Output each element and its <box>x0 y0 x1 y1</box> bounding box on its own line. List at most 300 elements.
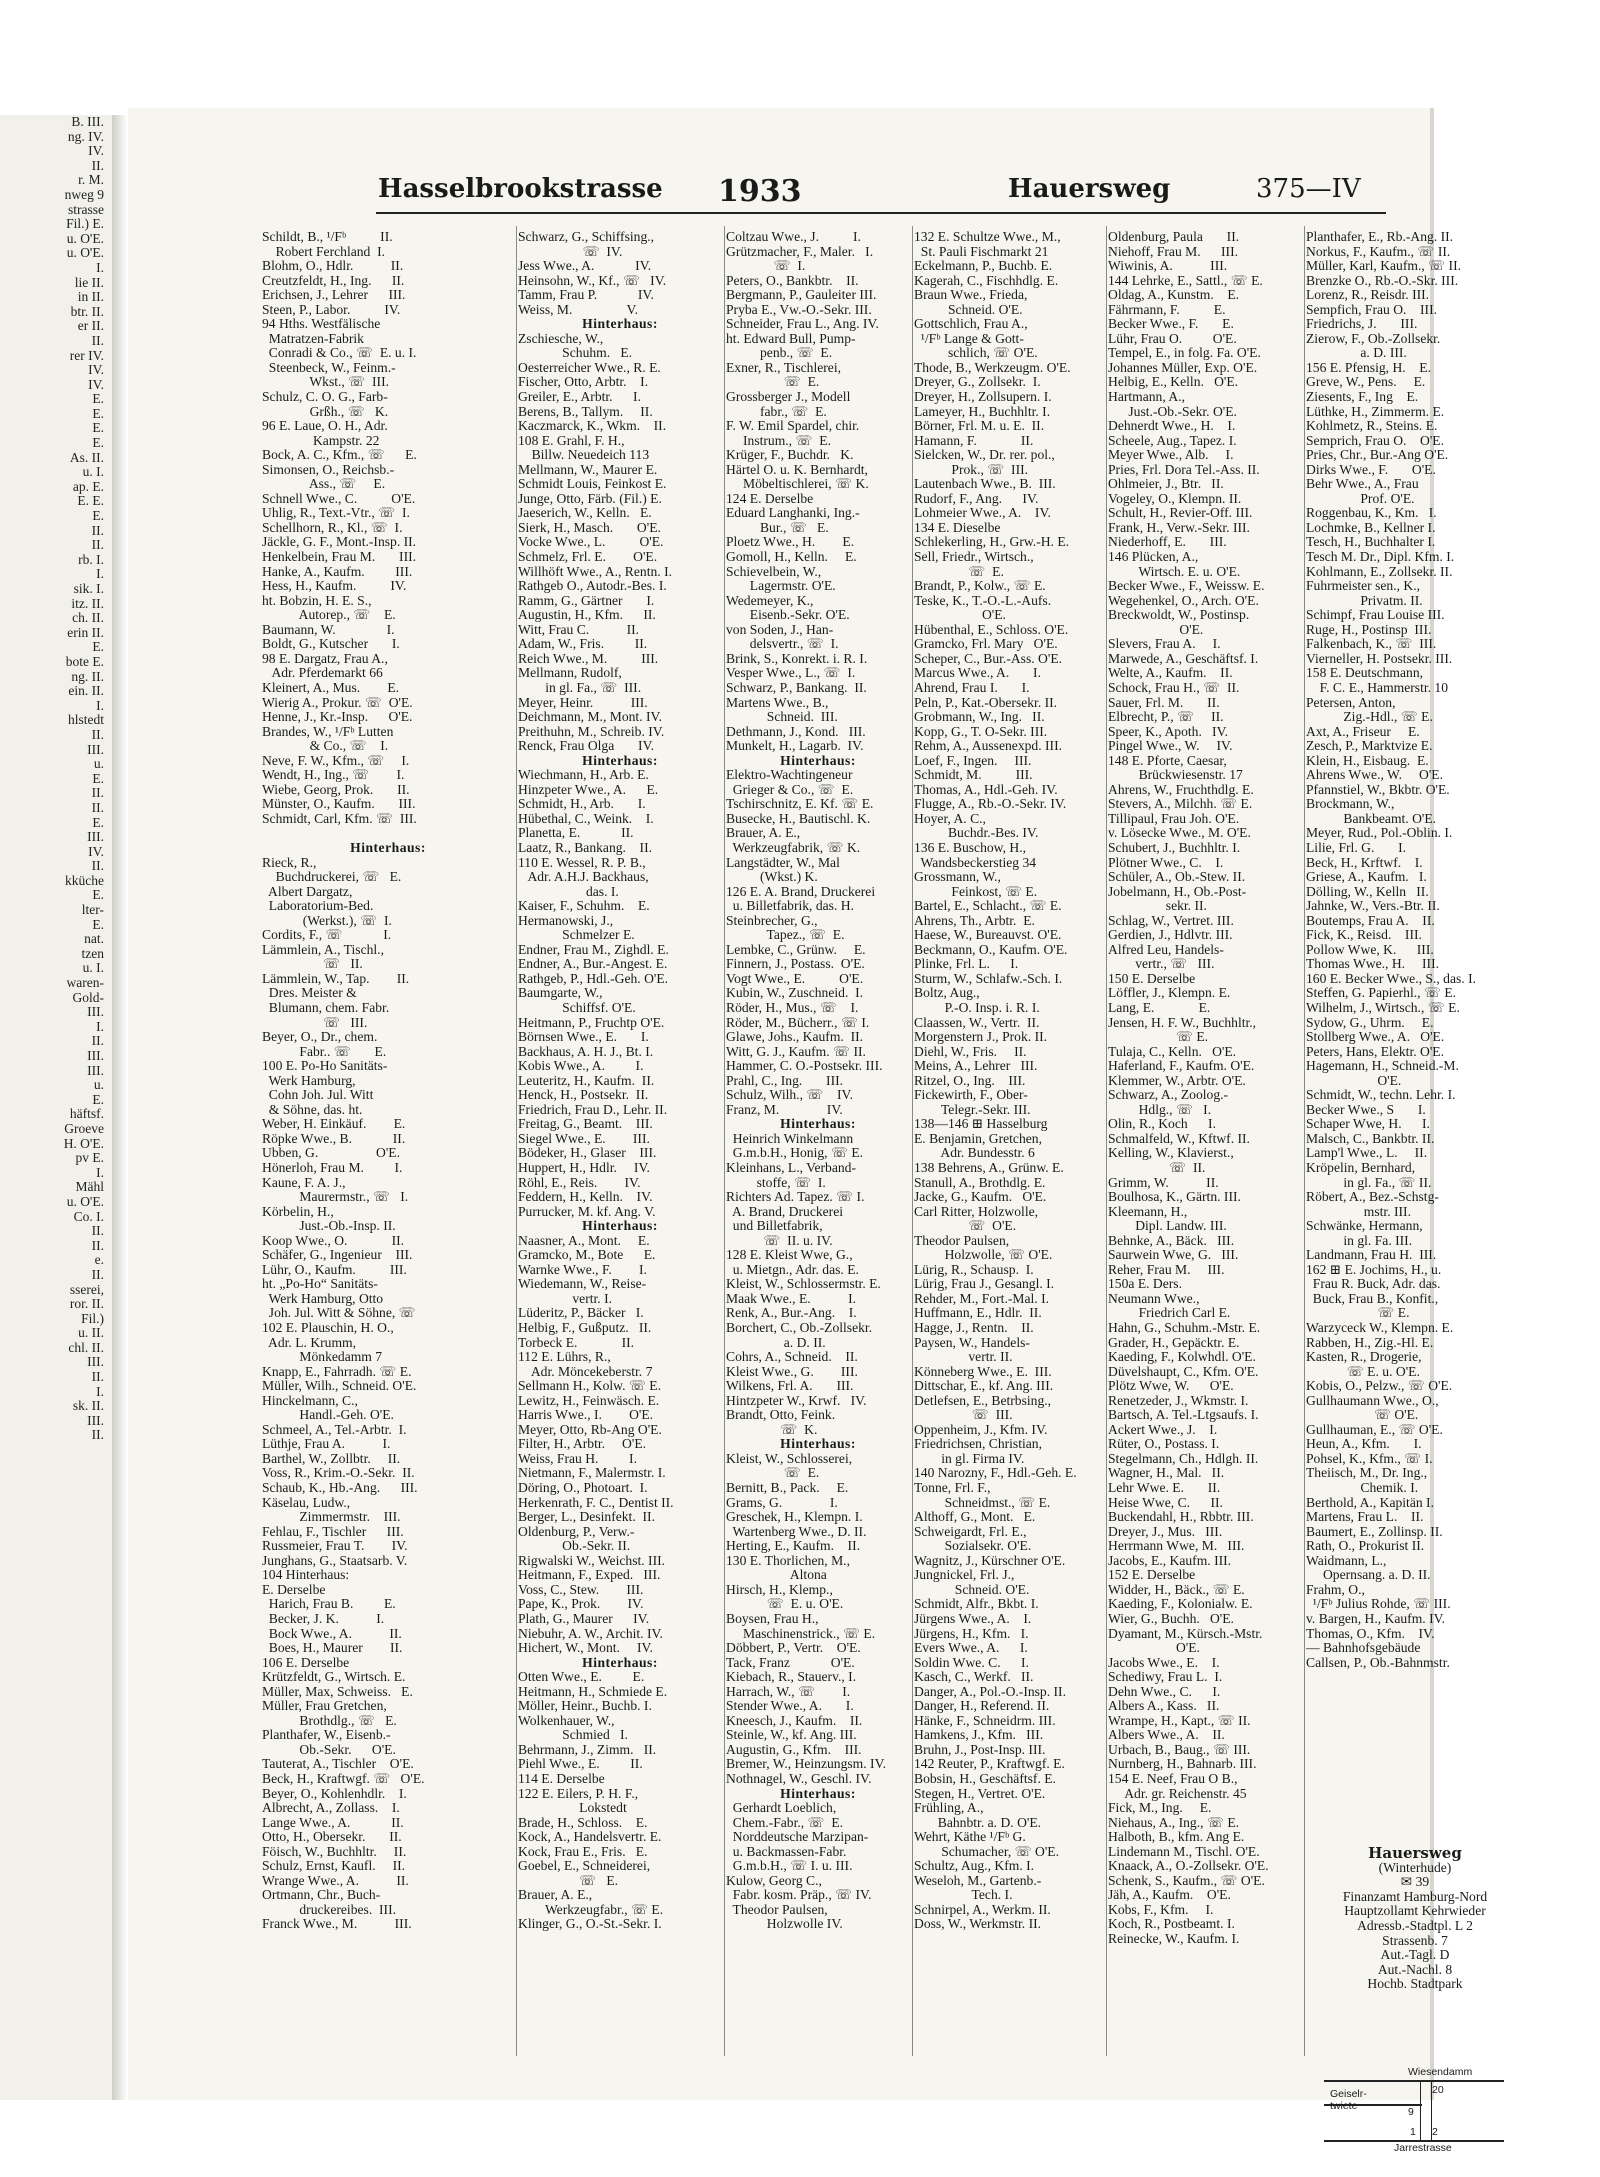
resident-entry: Tech. I. <box>914 1888 1013 1903</box>
prev-page-fragment: III. <box>87 1354 104 1370</box>
prev-page-fragment: u. O'E. <box>66 245 104 261</box>
resident-entry: Gullhauman, E., ☏ O'E. <box>1306 1422 1443 1437</box>
resident-entry: Opernsang. a. D. II. <box>1306 1568 1431 1583</box>
resident-entry: Schneid. O'E. <box>914 302 1023 317</box>
resident-entry: Schenk, S., Kaufm., ☏ O'E. <box>1108 1873 1265 1888</box>
resident-entry: Cohrs, A., Schneid. II. <box>726 1350 858 1365</box>
resident-entry: Neumann Wwe., <box>1108 1291 1200 1306</box>
resident-entry: Bock Wwe., A. II. <box>262 1626 402 1641</box>
resident-entry: Dreyer, J., Mus. III. <box>1108 1524 1223 1539</box>
house-number-entry: 156 E. Pfensig, H. E. <box>1306 360 1431 375</box>
resident-entry: Werk Hamburg, <box>262 1073 356 1088</box>
resident-entry: Helbig, F., Gußputz. II. <box>518 1321 652 1336</box>
resident-entry: Schmidt, M. III. <box>914 768 1033 783</box>
resident-entry: Dyamant, M., Kürsch.-Mstr. <box>1108 1626 1263 1641</box>
resident-entry: Lagermstr. O'E. <box>726 579 836 594</box>
resident-entry: Autorep., ☏ E. <box>262 608 396 623</box>
resident-entry: Waidmann, L., <box>1306 1553 1387 1568</box>
resident-entry: Schaper Wwe, H. I. <box>1306 1117 1430 1132</box>
resident-entry: vertr., ☏ III. <box>1108 957 1215 972</box>
resident-entry: Pfannstiel, W., Bkbtr. O'E. <box>1306 782 1450 797</box>
prev-page-fragment: II. <box>91 785 104 801</box>
resident-entry: Meins, A., Lehrer III. <box>914 1059 1038 1074</box>
resident-entry: Kasch, C., Werkf. II. <box>914 1670 1034 1685</box>
prev-page-fragment: IV. <box>88 376 104 392</box>
prev-page-fragment: u. II. <box>78 1325 104 1341</box>
resident-entry: Busecke, H., Bautischl. K. <box>726 811 871 826</box>
resident-entry: Franz, M. IV. <box>726 1102 843 1117</box>
resident-entry: Stevers, A., Milchh. ☏ E. <box>1108 797 1253 812</box>
resident-entry: Jensen, H. F. W., Buchhltr., <box>1108 1015 1257 1030</box>
resident-entry: Schweigardt, Frl. E., <box>914 1524 1027 1539</box>
section-subheading: Hinterhaus: <box>780 1786 856 1801</box>
resident-entry: Schult, H., Revier-Off. III. <box>1108 506 1253 521</box>
prev-page-fragment: ch. II. <box>72 610 104 626</box>
resident-entry: Just.-Ob.-Insp. II. <box>262 1219 396 1234</box>
resident-entry: Harrach, W., ☏ I. <box>726 1684 851 1699</box>
house-number-entry: 112 E. Lührs, R., <box>518 1350 611 1365</box>
resident-entry: Junge, Otto, Färb. (Fil.) E. <box>518 491 662 506</box>
resident-entry: Adr. L. Krumm, <box>262 1335 357 1350</box>
resident-entry: Brade, H., Schloss. E. <box>518 1815 648 1830</box>
resident-entry: Uhlig, R., Text.-Vtr., ☏ I. <box>262 506 410 521</box>
prev-page-fragment: ng. II. <box>71 668 104 684</box>
resident-entry: Bartel, E., Schlacht., ☏ E. <box>914 899 1062 914</box>
resident-entry: Jäh, A., Kaufm. O'E. <box>1108 1888 1231 1903</box>
resident-entry: Fährmann, F. E. <box>1108 302 1226 317</box>
directory-column-6 <box>1306 230 1506 2070</box>
prev-page-fragment: E. <box>92 435 104 451</box>
resident-entry: Kohlmann, E., Zollsekr. II. <box>1306 564 1453 579</box>
resident-entry: von Soden, J., Han- <box>726 622 834 637</box>
resident-entry: Planthafer, E., Rb.-Ang. II. <box>1306 230 1454 244</box>
resident-entry: Baumgarte, W., <box>518 986 603 1001</box>
resident-entry: Kneesch, J., Kaufm. II. <box>726 1713 863 1728</box>
resident-entry: Schwänke, Hermann, <box>1306 1219 1423 1234</box>
resident-entry: Oldag, A., Kunstm. E. <box>1108 288 1240 303</box>
house-number-entry: 144 Lehrke, E., Sattl., ☏ E. <box>1108 273 1263 288</box>
prev-page-fragment: II. <box>91 726 104 742</box>
resident-entry: Wierig A., Prokur. ☏ O'E. <box>262 695 413 710</box>
resident-entry: Brückwiesenstr. 17 <box>1108 768 1243 783</box>
resident-entry: Lühr, O., Kaufm. III. <box>262 1262 407 1277</box>
house-number-entry: 108 E. Grahl, F. H., <box>518 433 625 448</box>
prev-page-fragment: Groeve <box>64 1120 104 1136</box>
prev-page-fragment: III. <box>87 829 104 845</box>
resident-entry: ☏ IV. <box>518 244 623 259</box>
resident-entry: Nurnberg, H., Bahnarb. III. <box>1108 1757 1257 1772</box>
resident-entry: Kleist, W., Schlosserei, <box>726 1451 853 1466</box>
resident-entry: Schmidt, W., techn. Lehr. I. <box>1306 1088 1456 1103</box>
resident-entry: Fehlau, F., Tischler III. <box>262 1524 404 1539</box>
header-street-left: Hasselbrookstrasse <box>378 174 663 204</box>
resident-entry: Bartsch, A. Tel.-Ltgsaufs. I. <box>1108 1408 1259 1423</box>
resident-entry: Möbeltischlerei, ☏ K. <box>726 477 869 492</box>
resident-entry: Rathgeb O., Autodr.-Bes. I. <box>518 579 667 594</box>
resident-entry: Plinke, Frl. L. I. <box>914 957 1019 972</box>
resident-entry: Kulow, Georg C., <box>726 1873 822 1888</box>
resident-entry: Richters Ad. Tapez. ☏ I. <box>726 1190 865 1205</box>
prev-page-fragment: Fil.) <box>81 1310 104 1326</box>
house-number-entry: 114 E. Derselbe <box>518 1771 605 1786</box>
resident-entry: Peters, Hans, Elektr. O'E. <box>1306 1044 1444 1059</box>
resident-entry: Plötz Wwe, W. O'E. <box>1108 1379 1234 1394</box>
resident-entry: Schwarz, A., Zoolog.- <box>1108 1088 1229 1103</box>
resident-entry: Ahrens, Th., Arbtr. E. <box>914 913 1035 928</box>
resident-entry: Rehm, A., Aussenexpd. III. <box>914 739 1063 754</box>
resident-entry: Breckwoldt, W., Postinsp. <box>1108 608 1250 623</box>
resident-entry: Morgenstern J., Prok. II. <box>914 1030 1048 1045</box>
resident-entry: Kobis, O., Pelzw., ☏ O'E. <box>1306 1379 1453 1394</box>
resident-entry: (Werkst.), ☏ I. <box>262 913 392 928</box>
resident-entry: Oesterreicher Wwe., R. E. <box>518 360 661 375</box>
house-number-entry: 110 E. Wessel, R. P. B., <box>518 855 646 870</box>
section-subheading: Hinterhaus: <box>780 1437 856 1452</box>
resident-entry: Warnke Wwe., F. I. <box>518 1262 647 1277</box>
resident-entry: Steinle, W., kf. Ang. III. <box>726 1728 857 1743</box>
resident-entry: Röhl, E., Reis. IV. <box>518 1175 641 1190</box>
resident-entry: Purrucker, M. kf. Ang. V. <box>518 1204 656 1219</box>
resident-entry: Pohsel, K., Kfm., ☏ I. <box>1306 1451 1433 1466</box>
resident-entry: Adr. Möncekeberstr. 7 <box>518 1364 653 1379</box>
resident-entry: Creutzfeldt, H., Ing. II. <box>262 273 405 288</box>
resident-entry: Albers A., Kass. II. <box>1108 1699 1220 1714</box>
resident-entry: Wirtsch. E. u. O'E. <box>1108 564 1241 579</box>
resident-entry: Kasten, R., Drogerie, <box>1306 1350 1422 1365</box>
resident-entry: Schildt, B., ¹/Fᵇ II. <box>262 230 393 244</box>
resident-entry: Axt, A., Friseur E. <box>1306 724 1420 739</box>
resident-entry: Theodor Paulsen, <box>914 1233 1010 1248</box>
resident-entry: Albers Wwe., A. II. <box>1108 1728 1225 1743</box>
prev-page-fragment: III. <box>87 741 104 757</box>
resident-entry: Kock, Frau E., Fris. E. <box>518 1844 648 1859</box>
resident-entry: Gomoll, H., Kelln. E. <box>726 550 857 565</box>
resident-entry: Billw. Neuedeich 113 <box>518 448 650 463</box>
resident-entry: Meyer, Heinr. III. <box>518 695 648 710</box>
resident-entry: Hartmann, A., <box>1108 390 1186 405</box>
resident-entry: Grimm, W. II. <box>1108 1175 1219 1190</box>
resident-entry: Schmelz, Frl. E. O'E. <box>518 550 658 565</box>
house-number-entry: 94 Hths. Westfälische <box>262 317 381 332</box>
resident-entry: Matratzen-Fabrik <box>262 331 364 346</box>
resident-entry: Beyer, O., Dr., chem. <box>262 1030 378 1045</box>
resident-entry: Olin, R., Koch I. <box>1108 1117 1216 1132</box>
resident-entry: Klein, H., Eisbaug. E. <box>1306 753 1429 768</box>
prev-page-fragment: E. <box>92 887 104 903</box>
resident-entry: Fickewirth, F., Ober- <box>914 1088 1028 1103</box>
resident-entry: Rigwalski W., Weichst. III. <box>518 1553 666 1568</box>
resident-entry: ☏ O'E. <box>1306 1408 1419 1423</box>
house-number-entry: 152 E. Derselbe <box>1108 1568 1196 1583</box>
resident-entry: Schmied I. <box>518 1728 628 1743</box>
resident-entry: penb., ☏ E. <box>726 346 833 361</box>
prev-page-fragment: IV. <box>88 843 104 859</box>
resident-entry: Krützfeldt, G., Wirtsch. E. <box>262 1670 406 1685</box>
resident-entry: Vesper Wwe., L., ☏ I. <box>726 666 856 681</box>
resident-entry: Rath, O., Prokurist II. <box>1306 1539 1425 1554</box>
house-number-entry: 98 E. Dargatz, Frau A., <box>262 651 388 666</box>
resident-entry: Sturm, W., Schlafw.-Sch. I. <box>914 971 1063 986</box>
resident-entry: Speer, K., Apoth. IV. <box>1108 724 1229 739</box>
resident-entry: Brauer, A. E., <box>726 826 801 841</box>
resident-entry: Plath, G., Maurer IV. <box>518 1611 650 1626</box>
resident-entry: Hermanowski, J., <box>518 913 614 928</box>
resident-entry: Boulhosa, K., Gärtn. III. <box>1108 1190 1241 1205</box>
resident-entry: ☏ III. <box>262 1015 368 1030</box>
prev-page-fragment: r. M. <box>78 172 104 188</box>
resident-entry: Marwede, A., Geschäftsf. I. <box>1108 651 1259 666</box>
resident-entry: Lürig, R., Schausp. I. <box>914 1262 1034 1277</box>
prev-page-fragment: E. <box>92 639 104 655</box>
resident-entry: Rabben, H., Zig.-Hl. E. <box>1306 1335 1434 1350</box>
resident-entry: Bock, A. C., Kfm., ☏ E. <box>262 448 417 463</box>
resident-entry: Reich Wwe., M. III. <box>518 651 659 666</box>
resident-entry: Danger, H., Referend. II. <box>914 1699 1050 1714</box>
resident-entry: Dirks Wwe., F. O'E. <box>1306 462 1436 477</box>
resident-entry: Renetzeder, J., Wkmstr. I. <box>1108 1393 1249 1408</box>
resident-entry: Pries, Chr., Bur.-Ang O'E. <box>1306 448 1449 463</box>
resident-entry: Hanke, A., Kaufm. III. <box>262 564 413 579</box>
resident-entry: Paysen, W., Handels- <box>914 1335 1030 1350</box>
resident-entry: Pries, Frl. Dora Tel.-Ass. II. <box>1108 462 1260 477</box>
resident-entry: Altona <box>726 1568 827 1583</box>
resident-entry: Schubert, J., Buchhltr. I. <box>1108 840 1241 855</box>
section-subheading: Hinterhaus: <box>780 1117 856 1132</box>
resident-entry: und Billetfabrik, <box>726 1219 823 1234</box>
resident-entry: Heun, A., Kfm. I. <box>1306 1437 1422 1452</box>
resident-entry: Beyer, O., Kohlenhdlr. I. <box>262 1786 407 1801</box>
resident-entry: Stegelmann, Ch., Hdlgh. II. <box>1108 1451 1259 1466</box>
resident-entry: Tapez., ☏ E. <box>726 928 845 943</box>
resident-entry: Wedemeyer, K., <box>726 593 814 608</box>
prev-page-fragment: sk. II. <box>72 1398 104 1414</box>
resident-entry: Martens, Frau L. II. <box>1306 1510 1424 1525</box>
resident-entry: Chem.-Fabr., ☏ E. <box>726 1815 844 1830</box>
resident-entry: Becker Wwe., F. E. <box>1108 317 1234 332</box>
resident-entry: Ziesents, F., Ing E. <box>1306 390 1419 405</box>
resident-entry: Norkus, F., Kaufm., ☏ II. <box>1306 244 1451 259</box>
resident-entry: Heitmann, P., Fruchtp O'E. <box>518 1015 665 1030</box>
prev-page-fragment: B. III. <box>71 115 104 129</box>
resident-entry: Schaub, K., Hb.-Ang. III. <box>262 1481 418 1496</box>
prev-page-fragment: H. O'E. <box>63 1135 104 1151</box>
resident-entry: Tesch, H., Buchhalter I. <box>1306 535 1436 550</box>
prev-page-fragment: I. <box>96 566 104 582</box>
resident-entry: A. Brand, Druckerei <box>726 1204 844 1219</box>
resident-entry: Bremer, W., Heinzungsm. IV. <box>726 1757 887 1772</box>
resident-entry: Kröpelin, Bernhard, <box>1306 1161 1416 1175</box>
house-number-entry: 128 E. Kleist Wwe, G., <box>726 1248 853 1263</box>
resident-entry: Evers Wwe., A. I. <box>914 1641 1028 1656</box>
resident-entry: Zesch, P., Marktvize E. <box>1306 739 1433 754</box>
resident-entry: Glawe, Johs., Kaufm. II. <box>726 1030 864 1045</box>
resident-entry: Dehnerdt Wwe., H. I. <box>1108 419 1236 434</box>
resident-entry: Fuhrmeister sen., K., <box>1306 579 1421 594</box>
resident-entry: Vierneller, H. Postsekr. III. <box>1306 651 1453 666</box>
resident-entry: F. C. E., Hammerstr. 10 <box>1306 680 1449 695</box>
resident-entry: Behnke, A., Bäck. III. <box>1108 1233 1235 1248</box>
house-number-entry: 160 E. Becker Wwe., S., das. I. <box>1306 971 1477 986</box>
resident-entry: Chemik. I. <box>1306 1481 1419 1496</box>
resident-entry: Hönerloh, Frau M. I. <box>262 1161 403 1175</box>
resident-entry: Wilkens, Frl. A. III. <box>726 1379 854 1394</box>
resident-entry: Ohlmeier, J., Btr. II. <box>1108 477 1224 492</box>
resident-entry: Brandt, Otto, Feink. <box>726 1408 836 1423</box>
resident-entry: Werkzeugfabr., ☏ E. <box>518 1902 664 1917</box>
resident-entry: Stender Wwe., A. I. <box>726 1699 854 1714</box>
map-label-jarrestrasse: Jarrestrasse <box>1394 2142 1452 2154</box>
prev-page-fragment: btr. II. <box>70 303 104 319</box>
resident-entry: Tack, Franz O'E. <box>726 1655 855 1670</box>
resident-entry: Deichmann, M., Mont. IV. <box>518 710 662 725</box>
resident-entry: Planthafer, W., Eisenb.- <box>262 1728 391 1743</box>
resident-entry: Sydow, G., Uhrm. E. <box>1306 1015 1434 1030</box>
resident-entry: Röbert, A., Bez.-Schstg- <box>1306 1190 1439 1205</box>
resident-entry: Weiss, Frau H. I. <box>518 1451 637 1466</box>
resident-entry: mstr. III. <box>1306 1204 1411 1219</box>
prev-page-fragment: E. <box>92 508 104 524</box>
resident-entry: Müller, Karl, Kaufm., ☏ II. <box>1306 259 1461 274</box>
prev-page-fragment: u. O'E. <box>66 1193 104 1209</box>
resident-entry: Vocke Wwe., L. O'E. <box>518 535 664 550</box>
resident-entry: Fabr. kosm. Präp., ☏ IV. <box>726 1888 872 1903</box>
map-house-number: 20 <box>1432 2084 1444 2096</box>
resident-entry: Gramcko, M., Bote E. <box>518 1248 656 1263</box>
resident-entry: Sauer, Frl. M. II. <box>1108 695 1220 710</box>
resident-entry: Scheele, Aug., Tapez. I. <box>1108 433 1237 448</box>
resident-entry: ☏ E. <box>726 375 820 390</box>
resident-entry: Niebuhr, A. W., Archit. IV. <box>518 1626 663 1641</box>
prev-page-fragment: Gold- <box>72 989 104 1005</box>
resident-entry: Ramm, G., Gärtner I. <box>518 593 655 608</box>
resident-entry: Rehder, M., Fort.-Mal. I. <box>914 1291 1049 1306</box>
map-house-number: 9 <box>1408 2106 1414 2118</box>
house-number-entry: 154 E. Neef, Frau O B., <box>1108 1771 1238 1786</box>
resident-entry: Borchert, C., Ob.-Zollsekr. <box>726 1321 873 1336</box>
resident-entry: Lang, E. E. <box>1108 1000 1211 1015</box>
prev-page-fragment: nat. <box>84 931 104 947</box>
resident-entry: Döbbert, P., Vertr. O'E. <box>726 1641 861 1656</box>
resident-entry: Instrum., ☏ E. <box>726 433 831 448</box>
resident-entry: Maschinenstrick., ☏ E. <box>726 1626 876 1641</box>
resident-entry: Leuteritz, H., Kaufm. II. <box>518 1073 655 1088</box>
prev-page-fragment: rb. I. <box>78 551 104 567</box>
resident-entry: Prahl, C., Ing. III. <box>726 1073 844 1088</box>
resident-entry: Kubin, W., Zuschneid. I. <box>726 986 864 1001</box>
house-number-entry: 150a E. Ders. <box>1108 1277 1182 1292</box>
resident-entry: Greve, W., Pens. E. <box>1306 375 1426 390</box>
prev-page-fragment: waren- <box>66 975 104 991</box>
resident-entry: P.-O. Insp. i. R. I. <box>914 1000 1040 1015</box>
resident-entry: Steffen, G. Papierhl., ☏ E. <box>1306 986 1457 1001</box>
info-district: (Winterhude) <box>1378 1859 1452 1875</box>
resident-entry: — Bahnhofsgebäude <box>1306 1641 1421 1656</box>
prev-page-fragment: II. <box>91 537 104 553</box>
resident-entry: Halboth, B., kfm. Ang E. <box>1108 1830 1245 1845</box>
resident-entry: Börnsen Wwe., E. I. <box>518 1030 649 1045</box>
resident-entry: Schievelbein, W., <box>726 564 822 579</box>
resident-entry: Ubben, G. O'E. <box>262 1146 400 1161</box>
resident-entry: Berens, B., Tallym. II. <box>518 404 653 419</box>
prev-page-fragment: tzen <box>81 945 104 961</box>
resident-entry: Goebel, E., Schneiderei, <box>518 1859 651 1874</box>
resident-entry: Loef, F., Ingen. III. <box>914 753 1032 768</box>
info-street-name: Hauersweg <box>1368 1844 1462 1862</box>
resident-entry: Hinzpeter Wwe., A. E. <box>518 782 659 797</box>
resident-entry: Cordits, F., ☏ I. <box>262 928 392 943</box>
column-divider <box>1304 226 1305 2056</box>
resident-entry: Freitag, G., Beamt. III. <box>518 1117 653 1132</box>
resident-entry: Laatz, R., Bankang. II. <box>518 840 653 855</box>
resident-entry: Plötner Wwe., C. I. <box>1108 855 1224 870</box>
resident-entry: Renk, A., Bur.-Ang. I. <box>726 1306 857 1321</box>
resident-entry: Wehrt, Käthe ¹/Fᵇ G. <box>914 1830 1026 1845</box>
column-divider <box>1106 226 1107 2056</box>
resident-entry: Otto, H., Obersekr. II. <box>262 1830 402 1845</box>
resident-entry: Weiss, M. V. <box>518 302 639 317</box>
resident-entry: Zschiesche, W., <box>518 331 604 346</box>
resident-entry: Kampstr. 22 <box>262 433 380 448</box>
resident-entry: Grobmann, W., Ing. II. <box>914 710 1045 725</box>
resident-entry: Körbelin, H., <box>262 1204 334 1219</box>
resident-entry: Friedrich Carl E. <box>1108 1306 1231 1321</box>
resident-entry: Griese, A., Kaufm. I. <box>1306 870 1427 885</box>
resident-entry: druckereibes. III. <box>262 1902 396 1917</box>
resident-entry: ht. Edward Bull, Pump- <box>726 331 856 346</box>
resident-entry: E. Benjamin, Gretchen, <box>914 1131 1042 1146</box>
resident-entry: Flugge, A., Rb.-O.-Sekr. IV. <box>914 797 1067 812</box>
resident-entry: Widder, H., Bäck., ☏ E. <box>1108 1582 1245 1597</box>
prev-page-fragment: E. <box>92 1091 104 1107</box>
resident-entry: Oldenburg, P., Verw.- <box>518 1524 635 1539</box>
resident-entry: Falkenbach, K., ☏ III. <box>1306 637 1437 652</box>
resident-entry: Siegel Wwe., E. III. <box>518 1131 650 1146</box>
resident-entry: Sempfich, Frau O. III. <box>1306 302 1437 317</box>
resident-entry: Vogt Wwe., E. O'E. <box>726 971 864 986</box>
resident-entry: Lange Wwe., A. II. <box>262 1815 404 1830</box>
map-road-wiesendamm <box>1324 2080 1504 2082</box>
resident-entry: Oldenburg, Paula II. <box>1108 230 1240 244</box>
resident-entry: Hagge, J., Rentn. II. <box>914 1321 1034 1336</box>
resident-entry: Könneberg Wwe., E. III. <box>914 1364 1052 1379</box>
resident-entry: Sozialsekr. O'E. <box>914 1539 1032 1554</box>
resident-entry: Dethmann, J., Kond. III. <box>726 724 866 739</box>
resident-entry: ¹/Fᵇ Julius Rohde, ☏ III. <box>1306 1597 1451 1612</box>
resident-entry: Augustin, G., Kfm. III. <box>726 1742 862 1757</box>
resident-entry: Peters, O., Bankbtr. II. <box>726 273 859 288</box>
map-house-number: 2 <box>1432 2126 1438 2138</box>
house-number-entry: 130 E. Thorlichen, M., <box>726 1553 850 1568</box>
map-label-geiselrtwiete: Geiselr- twiete <box>1330 2088 1367 2112</box>
resident-entry: Schulz, C. O. G., Farb- <box>262 390 388 405</box>
prev-page-fragment: III. <box>87 1048 104 1063</box>
resident-entry: Lembke, C., Grünw. E. <box>726 942 866 957</box>
resident-entry: Schulz, Ernst, Kaufl. II. <box>262 1859 406 1874</box>
house-number-entry: 138 Behrens, A., Grünw. E. <box>914 1161 1064 1175</box>
prev-page-fragment: As. II. <box>69 449 104 465</box>
resident-entry: Boltz, Aug., <box>914 986 980 1001</box>
prev-page-fragment: II. <box>91 1033 104 1049</box>
resident-entry: Naasner, A., Mont. E. <box>518 1233 650 1248</box>
prev-page-fragment: IV. <box>88 143 104 159</box>
house-number-entry: 140 Narozny, F., Hdl.-Geh. E. <box>914 1466 1077 1481</box>
resident-entry: Kaune, F. A. J., <box>262 1175 346 1190</box>
resident-entry: Vogeley, O., Klempn. II. <box>1108 491 1242 506</box>
resident-entry: Filter, H., Arbtr. O'E. <box>518 1437 647 1452</box>
prev-page-fragment: II. <box>91 1266 104 1282</box>
resident-entry: Callsen, P., Ob.-Bahnmstr. <box>1306 1655 1450 1670</box>
resident-entry: Wegehenkel, O., Arch. O'E. <box>1108 593 1259 608</box>
